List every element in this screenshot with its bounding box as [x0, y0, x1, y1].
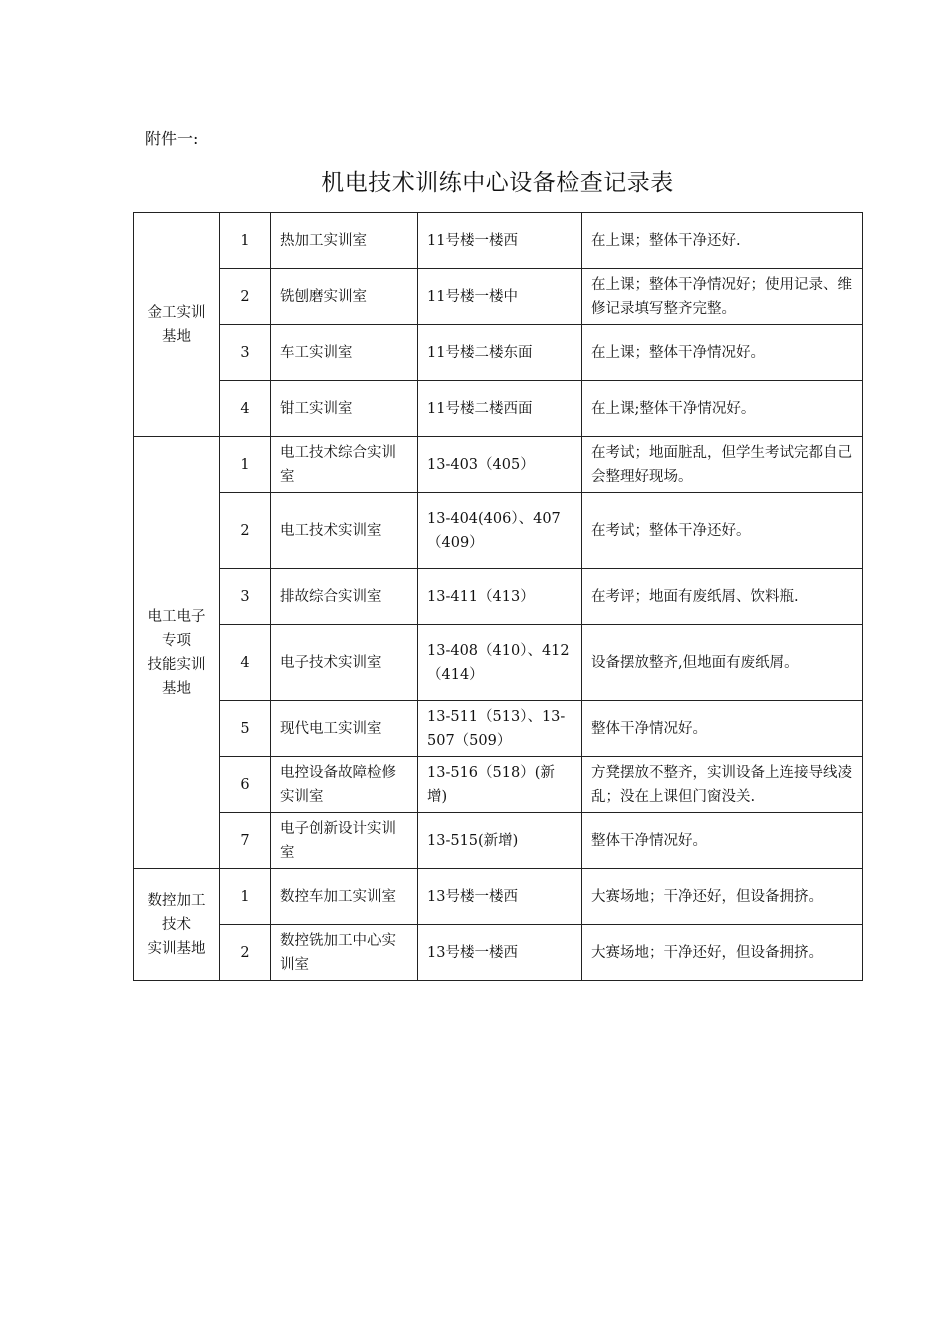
room-location: 13-516（518）(新增) — [418, 757, 582, 813]
room-location: 11号楼二楼西面 — [418, 381, 582, 437]
table-row — [134, 813, 863, 869]
room-name: 电子技术实训室 — [271, 625, 418, 701]
row-number: 1 — [220, 437, 271, 493]
room-name: 数控铣加工中心实训室 — [271, 925, 418, 981]
table-row — [134, 325, 863, 381]
inspection-status: 在上课；整体干净还好. — [582, 213, 863, 269]
base-label-line: 专项 — [162, 632, 191, 649]
room-name: 钳工实训室 — [271, 381, 418, 437]
inspection-status: 在上课；整体干净情况好。 — [582, 325, 863, 381]
room-location: 13号楼一楼西 — [418, 869, 582, 925]
table-row — [134, 757, 863, 813]
room-location: 11号楼二楼东面 — [418, 325, 582, 381]
table-row — [134, 493, 863, 569]
room-name: 数控车加工实训室 — [271, 869, 418, 925]
inspection-status: 大赛场地；干净还好，但设备拥挤。 — [582, 869, 863, 925]
inspection-status: 整体干净情况好。 — [582, 701, 863, 757]
row-number: 1 — [220, 213, 271, 269]
table-row — [134, 701, 863, 757]
room-location: 13-511（513）、13-507（509） — [418, 701, 582, 757]
table-row — [134, 569, 863, 625]
table-row — [134, 269, 863, 325]
room-location: 11号楼一楼西 — [418, 213, 582, 269]
base-label-line: 基地 — [162, 328, 191, 345]
inspection-status: 大赛场地；干净还好，但设备拥挤。 — [582, 925, 863, 981]
row-number: 4 — [220, 625, 271, 701]
base-label-line: 技能实训 — [147, 656, 206, 673]
row-number: 1 — [220, 869, 271, 925]
base-cell — [134, 869, 220, 981]
table-row — [134, 213, 863, 269]
room-location: 13-403（405） — [418, 437, 582, 493]
room-name: 车工实训室 — [271, 325, 418, 381]
table-row — [134, 381, 863, 437]
table-row — [134, 869, 863, 925]
room-location: 13-408（410）、412（414） — [418, 625, 582, 701]
room-location: 13-411（413） — [418, 569, 582, 625]
page-title: 机电技术训练中心设备检查记录表 — [321, 170, 674, 196]
row-number: 3 — [220, 569, 271, 625]
room-location: 13-404(406）、407（409） — [418, 493, 582, 569]
row-number: 2 — [220, 493, 271, 569]
inspection-status: 在考试；整体干净还好。 — [582, 493, 863, 569]
inspection-status: 在考试；地面脏乱，但学生考试完都自己会整理好现场。 — [582, 437, 863, 493]
inspection-status: 在上课；整体干净情况好；使用记录、维修记录填写整齐完整。 — [582, 269, 863, 325]
row-number: 5 — [220, 701, 271, 757]
room-name: 排故综合实训室 — [271, 569, 418, 625]
room-name: 电工技术综合实训室 — [271, 437, 418, 493]
base-label-line: 金工实训 — [147, 304, 206, 321]
base-label-line: 实训基地 — [147, 940, 206, 957]
base-label-line: 技术 — [162, 916, 191, 933]
base-label-line: 基地 — [162, 680, 191, 697]
room-name: 电子创新设计实训室 — [271, 813, 418, 869]
table-row — [134, 925, 863, 981]
room-name: 铣刨磨实训室 — [271, 269, 418, 325]
base-label-line: 电工电子 — [147, 608, 206, 625]
room-location: 13号楼一楼西 — [418, 925, 582, 981]
row-number: 6 — [220, 757, 271, 813]
room-name: 现代电工实训室 — [271, 701, 418, 757]
room-location: 11号楼一楼中 — [418, 269, 582, 325]
row-number: 2 — [220, 925, 271, 981]
attachment-label: 附件一: — [145, 129, 199, 148]
base-label-line: 数控加工 — [147, 892, 206, 909]
table-row — [134, 625, 863, 701]
table-row — [134, 437, 863, 493]
inspection-status: 在上课;整体干净情况好。 — [582, 381, 863, 437]
base-cell — [134, 213, 220, 437]
inspection-table — [133, 212, 863, 981]
inspection-status: 方凳摆放不整齐，实训设备上连接导线凌乱；没在上课但门窗没关. — [582, 757, 863, 813]
row-number: 2 — [220, 269, 271, 325]
room-name: 电工技术实训室 — [271, 493, 418, 569]
base-cell — [134, 437, 220, 869]
inspection-status: 在考评；地面有废纸屑、饮料瓶. — [582, 569, 863, 625]
room-location: 13-515(新增) — [418, 813, 582, 869]
inspection-status: 设备摆放整齐,但地面有废纸屑。 — [582, 625, 863, 701]
room-name: 电控设备故障检修实训室 — [271, 757, 418, 813]
row-number: 7 — [220, 813, 271, 869]
room-name: 热加工实训室 — [271, 213, 418, 269]
inspection-status: 整体干净情况好。 — [582, 813, 863, 869]
row-number: 3 — [220, 325, 271, 381]
row-number: 4 — [220, 381, 271, 437]
